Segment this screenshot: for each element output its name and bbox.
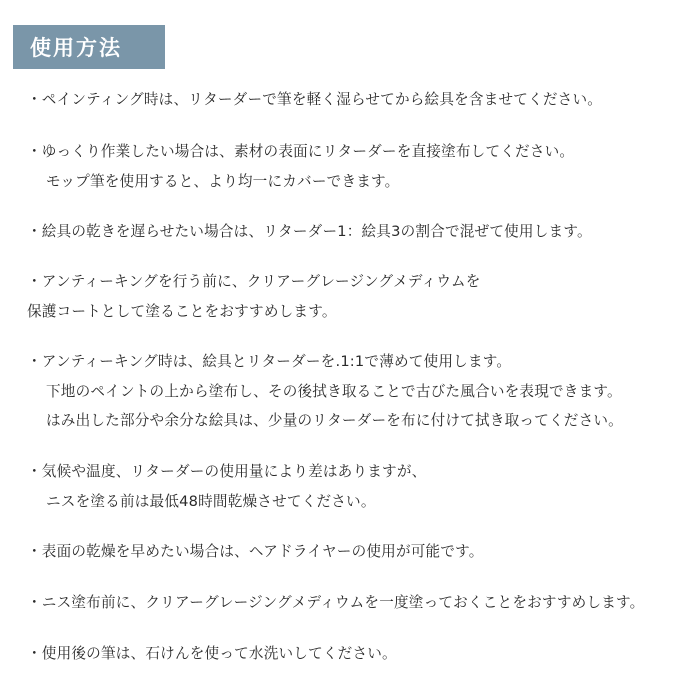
- list-item-line: ニスを塗る前は最低48時間乾燥させてください。: [46, 493, 376, 510]
- section-header: [13, 25, 165, 69]
- list-item-line: ・気候や温度、リターダーの使用量により差はありますが、: [27, 463, 427, 480]
- page-title: 使用方法: [30, 36, 122, 60]
- list-item-line: ・ゆっくり作業したい場合は、素材の表面にリターダーを直接塗布してください。: [27, 143, 575, 160]
- list-item-line: ・ペインティング時は、リターダーで筆を軽く湿らせてから絵具を含ませてください。: [27, 91, 603, 108]
- list-item-line: モップ筆を使用すると、より均一にカバーできます。: [46, 173, 400, 190]
- list-item-line: はみ出した部分や余分な絵具は、少量のリターダーを布に付けて拭き取ってください。: [46, 412, 623, 429]
- list-item-line: ・使用後の筆は、石けんを使って水洗いしてください。: [27, 645, 397, 662]
- list-item-line: ・絵具の乾きを遅らせたい場合は、リターダー1：絵具3の割合で混ぜて使用します。: [27, 223, 592, 240]
- list-item-line: 保護コートとして塗ることをおすすめします。: [27, 303, 337, 320]
- list-item-line: ・アンティーキング時は、絵具とリターダーを.1:1で薄めて使用します。: [27, 353, 512, 370]
- list-item-line: 下地のペイントの上から塗布し、その後拭き取ることで古びた風合いを表現できます。: [46, 383, 622, 400]
- list-item-line: ・ニス塗布前に、クリアーグレージングメディウムを一度塗っておくことをおすすめします。: [27, 594, 645, 611]
- list-item-line: ・表面の乾燥を早めたい場合は、ヘアドライヤーの使用が可能です。: [27, 543, 484, 560]
- list-item-line: ・アンティーキングを行う前に、クリアーグレージングメディウムを: [27, 273, 481, 290]
